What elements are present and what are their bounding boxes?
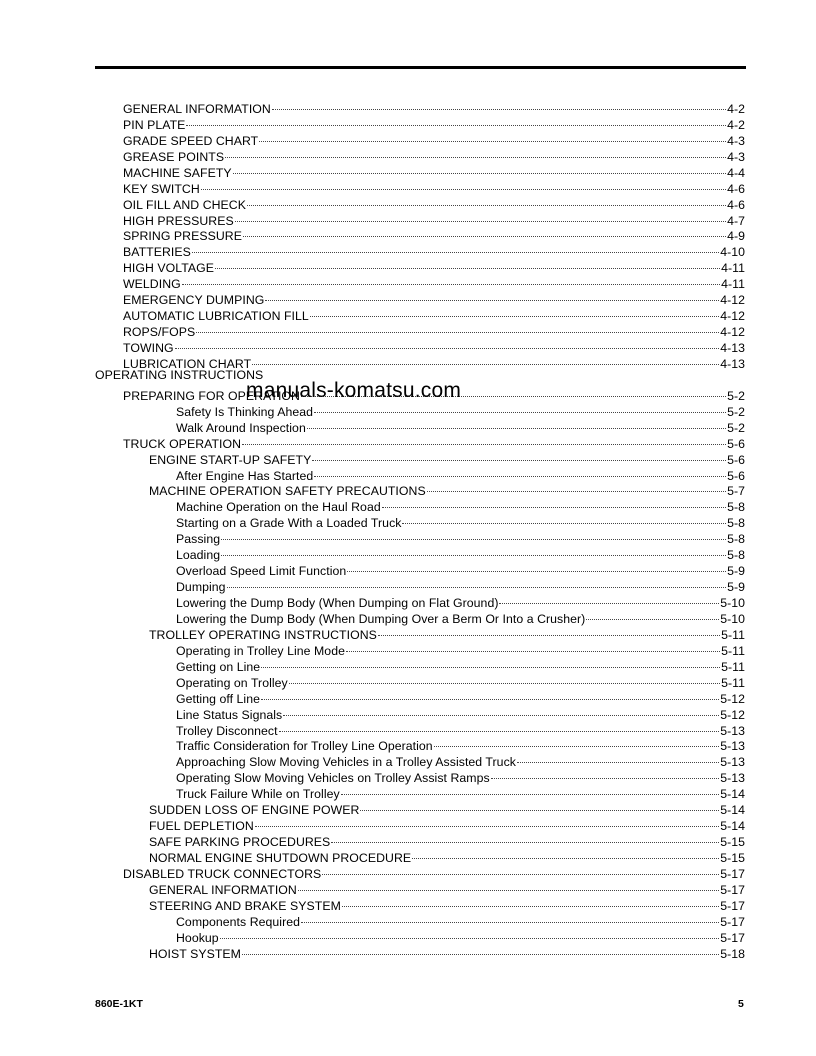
dot-leader	[427, 480, 726, 496]
toc-entry-title: HOIST SYSTEM	[149, 946, 241, 961]
toc-entry-page: 4-11	[721, 277, 745, 292]
toc-entry-page: 5-9	[727, 580, 745, 595]
dot-leader	[255, 814, 719, 830]
toc-entry-page: 4-9	[727, 229, 745, 244]
dot-leader	[227, 575, 727, 591]
toc-entry[interactable]	[95, 352, 745, 371]
toc-entry-title: LUBRICATION CHART	[123, 356, 252, 371]
toc-entry-page: 5-15	[720, 835, 745, 850]
toc-entry-title: SAFE PARKING PROCEDURES	[149, 835, 331, 850]
dot-leader	[233, 161, 726, 177]
toc-entry-page: 5-8	[727, 548, 745, 563]
toc-entry-title: NORMAL ENGINE SHUTDOWN PROCEDURE	[149, 851, 412, 865]
dot-leader	[182, 272, 720, 288]
toc-entry-title: GRADE SPEED CHART	[123, 133, 259, 148]
footer-page-number: 5	[738, 998, 744, 1010]
toc-entry-page: 5-14	[720, 819, 745, 834]
toc-entry-title: Operating in Trolley Line Mode	[176, 643, 345, 658]
toc-entry-page: 5-6	[727, 452, 745, 467]
dot-leader	[412, 846, 719, 862]
toc-entry-page: 5-6	[727, 468, 745, 483]
toc-entry-page: 4-11	[721, 261, 745, 276]
dot-leader	[283, 703, 719, 719]
toc-entry-title: Traffic Consideration for Trolley Line Operation	[176, 739, 433, 754]
toc-entry-title: GREASE POINTS	[123, 149, 225, 164]
toc-entry-title: Trolley Disconnect	[176, 723, 278, 738]
dot-leader	[331, 830, 719, 846]
toc-entry-page: 5-12	[720, 707, 745, 722]
dot-leader	[434, 735, 720, 751]
footer-model: 860E-1KT	[95, 998, 143, 1010]
dot-leader	[341, 782, 720, 798]
dot-leader	[243, 225, 726, 241]
toc-entry-page: 4-12	[720, 293, 745, 308]
dot-leader	[499, 591, 719, 607]
dot-leader	[322, 862, 719, 878]
toc-entry-page: 4-10	[720, 245, 745, 260]
toc-entry-page: 4-13	[720, 341, 745, 355]
toc-entry-title: Lowering the Dump Body (When Dumping on Flat Ground)	[176, 596, 499, 610]
toc-entry-title: Overload Speed Limit Function	[176, 564, 347, 579]
toc-entry-page: 5-17	[720, 866, 745, 881]
toc-entry-title: MACHINE SAFETY	[123, 165, 232, 180]
dot-leader	[289, 671, 720, 687]
toc-entry-page: 4-7	[727, 213, 745, 228]
dot-leader	[301, 910, 719, 926]
toc-entry-page: 5-17	[720, 930, 745, 945]
toc-entry-title: Machine Operation on the Haul Road	[176, 500, 381, 515]
dot-leader	[342, 894, 719, 910]
toc-entry-title: AUTOMATIC LUBRICATION FILL	[123, 309, 309, 324]
toc-entry-title: SUDDEN LOSS OF ENGINE POWER	[149, 803, 360, 818]
toc-entry[interactable]	[95, 288, 745, 308]
toc-entry-title: MACHINE OPERATION SAFETY PRECAUTIONS	[149, 484, 426, 499]
toc-entry-title: Dumping	[176, 580, 226, 595]
toc-entry-title: TOWING	[123, 341, 174, 355]
toc-entry-page: 4-3	[727, 133, 745, 148]
dot-leader	[220, 926, 720, 942]
dot-leader	[221, 543, 726, 559]
toc-entry-title: Operating on Trolley	[176, 675, 288, 690]
toc-entry-page: 5-11	[721, 627, 745, 642]
toc-entry-title: TRUCK OPERATION	[123, 436, 242, 451]
toc-entry-title: Getting off Line	[176, 691, 260, 706]
toc-entry[interactable]	[95, 113, 745, 132]
toc-entry-title: Lowering the Dump Body (When Dumping Over a Berm Or Into a Crusher)	[176, 611, 586, 626]
toc-entry[interactable]	[95, 129, 745, 148]
toc-entry-page: 5-17	[720, 914, 745, 929]
dot-leader	[261, 687, 719, 703]
dot-leader	[517, 750, 719, 766]
toc-entry-page: 5-18	[720, 946, 745, 961]
toc-entry[interactable]	[95, 240, 745, 260]
dot-leader	[279, 719, 720, 735]
toc-entry-page: 5-10	[720, 611, 745, 626]
dot-leader	[215, 256, 720, 272]
toc-entry-title: GENERAL INFORMATION	[149, 882, 297, 897]
dot-leader	[175, 336, 720, 352]
toc-entry-page: 5-11	[721, 659, 745, 674]
dot-leader	[298, 878, 719, 894]
toc-entry-title: KEY SWITCH	[123, 181, 200, 196]
toc-entry-page: 5-8	[727, 532, 745, 547]
dot-leader	[586, 607, 719, 623]
toc-entry-title: Hookup	[176, 930, 219, 945]
toc-entry-page: 5-14	[720, 803, 745, 818]
dot-leader	[314, 464, 726, 480]
toc-entry-page: 5-13	[720, 723, 745, 738]
toc-entry-page: 4-12	[720, 325, 745, 340]
dot-leader	[201, 177, 726, 193]
toc-entry-title: Line Status Signals	[176, 707, 283, 722]
toc-entry-page: 5-11	[721, 675, 745, 690]
toc-entry-title: DISABLED TRUCK CONNECTORS	[123, 866, 322, 881]
toc-entry-page: 4-13	[720, 356, 745, 371]
toc-entry-title: TROLLEY OPERATING INSTRUCTIONS	[149, 627, 377, 642]
toc-entry-title: Walk Around Inspection	[176, 420, 306, 435]
toc-entry[interactable]	[95, 256, 745, 276]
dot-leader	[235, 209, 726, 225]
toc-entry-page: 5-8	[727, 500, 745, 515]
toc-entry-title: Passing	[176, 532, 221, 547]
dot-leader	[221, 527, 726, 543]
toc-entry-title: Truck Failure While on Trolley	[176, 787, 340, 802]
dot-leader	[196, 320, 719, 336]
toc-entry-title: PIN PLATE	[123, 117, 186, 132]
toc-entry[interactable]	[95, 272, 745, 292]
dot-leader	[402, 511, 726, 527]
toc-entry-page: 5-9	[727, 564, 745, 579]
dot-leader	[192, 240, 719, 256]
toc-entry-title: SPRING PRESSURE	[123, 229, 242, 244]
dot-leader	[310, 304, 719, 320]
dot-leader	[378, 623, 720, 639]
dot-leader	[346, 639, 720, 655]
dot-leader	[225, 145, 726, 161]
toc-entry-page: 5-8	[727, 516, 745, 531]
toc-entry-title: ROPS/FOPS	[123, 325, 196, 340]
toc-entry-title: Approaching Slow Moving Vehicles in a Trolley Assisted Truck	[176, 755, 516, 770]
dot-leader	[360, 798, 719, 814]
toc-entry-page: 4-6	[727, 181, 745, 196]
toc-entry-title: FUEL DEPLETION	[149, 819, 254, 834]
dot-leader	[307, 416, 726, 432]
toc-entry-page: 4-2	[727, 117, 745, 132]
dot-leader	[347, 559, 726, 575]
toc-entry-page: 4-12	[720, 309, 745, 324]
toc-entry-page: 5-11	[721, 643, 745, 658]
toc-entry-title: OPERATING INSTRUCTIONS	[95, 367, 264, 382]
toc-entry-page: 5-2	[727, 404, 745, 419]
dot-leader	[247, 193, 726, 209]
toc-entry-title: Getting on Line	[176, 659, 261, 674]
dot-leader	[242, 942, 719, 958]
toc-entry-title: Safety Is Thinking Ahead	[176, 404, 314, 419]
toc-entry-title: Starting on a Grade With a Loaded Truck	[176, 516, 402, 531]
table-of-contents	[95, 97, 745, 961]
dot-leader	[261, 655, 720, 671]
dot-leader	[312, 448, 726, 464]
toc-entry-page: 5-13	[720, 739, 745, 754]
dot-leader	[491, 766, 720, 782]
toc-entry-page: 5-7	[727, 484, 745, 499]
toc-entry-title: Loading	[176, 548, 221, 563]
dot-leader	[252, 352, 719, 368]
toc-entry-title: Components Required	[176, 914, 300, 929]
toc-entry-page: 5-15	[720, 851, 745, 865]
toc-entry-page: 5-17	[720, 882, 745, 897]
header-rule	[95, 66, 746, 69]
toc-entry-page: 4-4	[727, 165, 745, 180]
toc-entry-page: 5-6	[727, 436, 745, 451]
toc-entry-page: 5-2	[727, 388, 745, 403]
toc-entry-title: GENERAL INFORMATION	[123, 101, 271, 116]
toc-entry-page: 5-13	[720, 771, 745, 786]
toc-entry-page: 5-2	[727, 420, 745, 435]
toc-entry-page: 5-10	[720, 596, 745, 610]
toc-entry[interactable]	[95, 97, 745, 116]
toc-entry-title: WELDING	[123, 277, 181, 292]
toc-entry-title: EMERGENCY DUMPING	[123, 293, 265, 308]
dot-leader	[186, 113, 726, 129]
dot-leader	[259, 129, 726, 145]
toc-entry-page: 5-14	[720, 787, 745, 802]
dot-leader	[242, 432, 726, 448]
toc-entry-page: 4-3	[727, 149, 745, 164]
toc-entry-title: ENGINE START-UP SAFETY	[149, 452, 312, 467]
toc-entry-title: Operating Slow Moving Vehicles on Trolley Assist Ramps	[176, 771, 490, 786]
toc-entry[interactable]	[95, 336, 745, 355]
toc-entry-title: PREPARING FOR OPERATION	[123, 388, 300, 403]
toc-entry-title: HIGH PRESSURES	[123, 213, 234, 228]
dot-leader	[265, 288, 719, 304]
toc-entry-page: 5-12	[720, 691, 745, 706]
toc-entry-title: HIGH VOLTAGE	[123, 261, 215, 276]
dot-leader	[382, 495, 726, 511]
dot-leader	[272, 97, 726, 113]
toc-entry-page: 4-6	[727, 197, 745, 212]
toc-entry-title: BATTERIES	[123, 245, 191, 260]
toc-entry-page: 5-13	[720, 755, 745, 770]
toc-entry-title: OIL FILL AND CHECK	[123, 197, 246, 212]
toc-entry-title: STEERING AND BRAKE SYSTEM	[149, 898, 341, 913]
toc-entry-title: After Engine Has Started	[176, 468, 314, 483]
watermark: manuals-komatsu.com	[246, 379, 462, 402]
toc-entry-page: 5-17	[720, 898, 745, 913]
toc-entry-page: 4-2	[727, 101, 745, 116]
